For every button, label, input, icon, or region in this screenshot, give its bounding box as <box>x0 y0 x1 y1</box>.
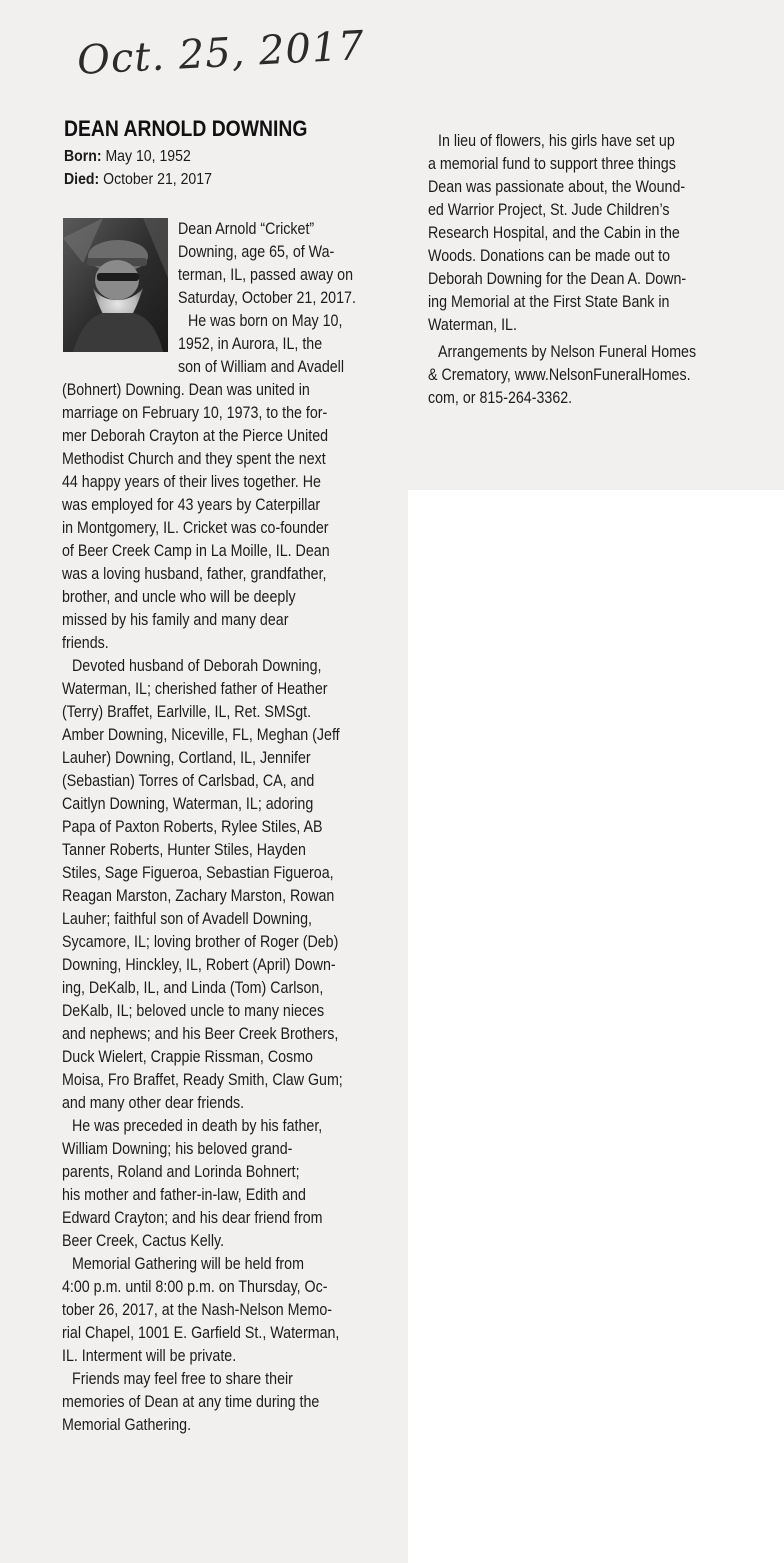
text-line: IL. Interment will be private. <box>62 1347 237 1365</box>
text-line: Amber Downing, Niceville, FL, Meghan (Jeff <box>62 726 340 744</box>
text-line: 44 happy years of their lives together. He <box>62 473 321 491</box>
text-line: Woods. Donations can be made out to <box>428 247 671 265</box>
handwritten-date: Oct. 25, 2017 <box>76 22 366 84</box>
text-line: rial Chapel, 1001 E. Garfield St., Waterman, <box>62 1324 340 1342</box>
text-line: brother, and uncle who will be deeply <box>62 588 296 606</box>
text-line: parents, Roland and Lorinda Bohnert; <box>62 1163 300 1181</box>
text-line: Arrangements by Nelson Funeral Homes <box>438 343 697 361</box>
text-line: was a loving husband, father, grandfather, <box>62 565 327 583</box>
died-value: October 21, 2017 <box>103 171 212 188</box>
text-line: a memorial fund to support three things <box>428 155 676 173</box>
text-line: Reagan Marston, Zachary Marston, Rowan <box>62 887 335 905</box>
text-line: Deborah Downing for the Dean A. Down- <box>428 270 687 288</box>
text-line: terman, IL, passed away on <box>178 266 353 284</box>
obituary-body-right <box>428 0 778 490</box>
text-line: ing Memorial at the First State Bank in <box>428 293 670 311</box>
text-line: 1952, in Aurora, IL, the <box>178 335 323 353</box>
text-line: Research Hospital, and the Cabin in the <box>428 224 680 242</box>
text-line: Dean was passionate about, the Wound- <box>428 178 686 196</box>
text-line: Waterman, IL; cherished father of Heather <box>62 680 328 698</box>
text-line: & Crematory, www.NelsonFuneralHomes. <box>428 366 691 384</box>
text-line: mer Deborah Crayton at the Pierce United <box>62 427 329 445</box>
text-line: was employed for 43 years by Caterpillar <box>62 496 321 514</box>
text-line: He was preceded in death by his father, <box>72 1117 323 1135</box>
text-line: DeKalb, IL; beloved uncle to many nieces <box>62 1002 325 1020</box>
text-line: Dean Arnold “Cricket” <box>178 220 315 238</box>
text-line: Devoted husband of Deborah Downing, <box>72 657 322 675</box>
text-line: his mother and father-in-law, Edith and <box>62 1186 306 1204</box>
text-line: In lieu of flowers, his girls have set up <box>438 132 675 150</box>
text-line: Duck Wielert, Crappie Rissman, Cosmo <box>62 1048 313 1066</box>
text-line: Saturday, October 21, 2017. <box>178 289 356 307</box>
obituary-body-left <box>62 0 408 1563</box>
text-line: memories of Dean at any time during the <box>62 1393 320 1411</box>
text-line: (Bohnert) Downing. Dean was united in <box>62 381 310 399</box>
text-line: (Terry) Braffet, Earlville, IL, Ret. SMSgt. <box>62 703 312 721</box>
text-line: Sycamore, IL; loving brother of Roger (Deb) <box>62 933 339 951</box>
text-line: missed by his family and many dear <box>62 611 289 629</box>
text-line: 4:00 p.m. until 8:00 p.m. on Thursday, Oc- <box>62 1278 328 1296</box>
text-line: tober 26, 2017, at the Nash-Nelson Memo- <box>62 1301 333 1319</box>
text-line: Lauher) Downing, Cortland, IL, Jennifer <box>62 749 311 767</box>
text-line: and nephews; and his Beer Creek Brothers, <box>62 1025 339 1043</box>
text-line: Moisa, Fro Braffet, Ready Smith, Claw Gum; <box>62 1071 343 1089</box>
text-line: Downing, Hinckley, IL, Robert (April) Down- <box>62 956 336 974</box>
text-line: William Downing; his beloved grand- <box>62 1140 293 1158</box>
text-line: friends. <box>62 634 109 652</box>
text-line: He was born on May 10, <box>188 312 343 330</box>
text-line: Edward Crayton; and his dear friend from <box>62 1209 323 1227</box>
text-line: Memorial Gathering. <box>62 1416 192 1434</box>
text-line: Stiles, Sage Figueroa, Sebastian Figueroa, <box>62 864 334 882</box>
text-line: Caitlyn Downing, Waterman, IL; adoring <box>62 795 314 813</box>
text-line: Tanner Roberts, Hunter Stiles, Hayden <box>62 841 306 859</box>
text-line: (Sebastian) Torres of Carlsbad, CA, and <box>62 772 315 790</box>
text-line: Downing, age 65, of Wa- <box>178 243 335 261</box>
text-line: Methodist Church and they spent the next <box>62 450 326 468</box>
obituary-headline: DEAN ARNOLD DOWNING <box>64 116 308 141</box>
text-line: Waterman, IL. <box>428 316 517 334</box>
born-value: May 10, 1952 <box>105 148 191 165</box>
text-line: and many other dear friends. <box>62 1094 245 1112</box>
text-line: of Beer Creek Camp in La Moille, IL. Dean <box>62 542 330 560</box>
text-line: marriage on February 10, 1973, to the for- <box>62 404 328 422</box>
text-line: Beer Creek, Cactus Kelly. <box>62 1232 225 1250</box>
text-line: in Montgomery, IL. Cricket was co-founder <box>62 519 329 537</box>
died-label: Died: <box>64 171 100 188</box>
text-line: Lauher; faithful son of Avadell Downing, <box>62 910 312 928</box>
text-line: son of William and Avadell <box>178 358 345 376</box>
text-line: Memorial Gathering will be held from <box>72 1255 304 1273</box>
text-line: Papa of Paxton Roberts, Rylee Stiles, AB <box>62 818 323 836</box>
text-line: com, or 815-264-3362. <box>428 389 573 407</box>
text-line: ing, DeKalb, IL, and Linda (Tom) Carlson, <box>62 979 324 997</box>
born-label: Born: <box>64 148 102 165</box>
text-line: ed Warrior Project, St. Jude Children’s <box>428 201 670 219</box>
text-line: Friends may feel free to share their <box>72 1370 293 1388</box>
